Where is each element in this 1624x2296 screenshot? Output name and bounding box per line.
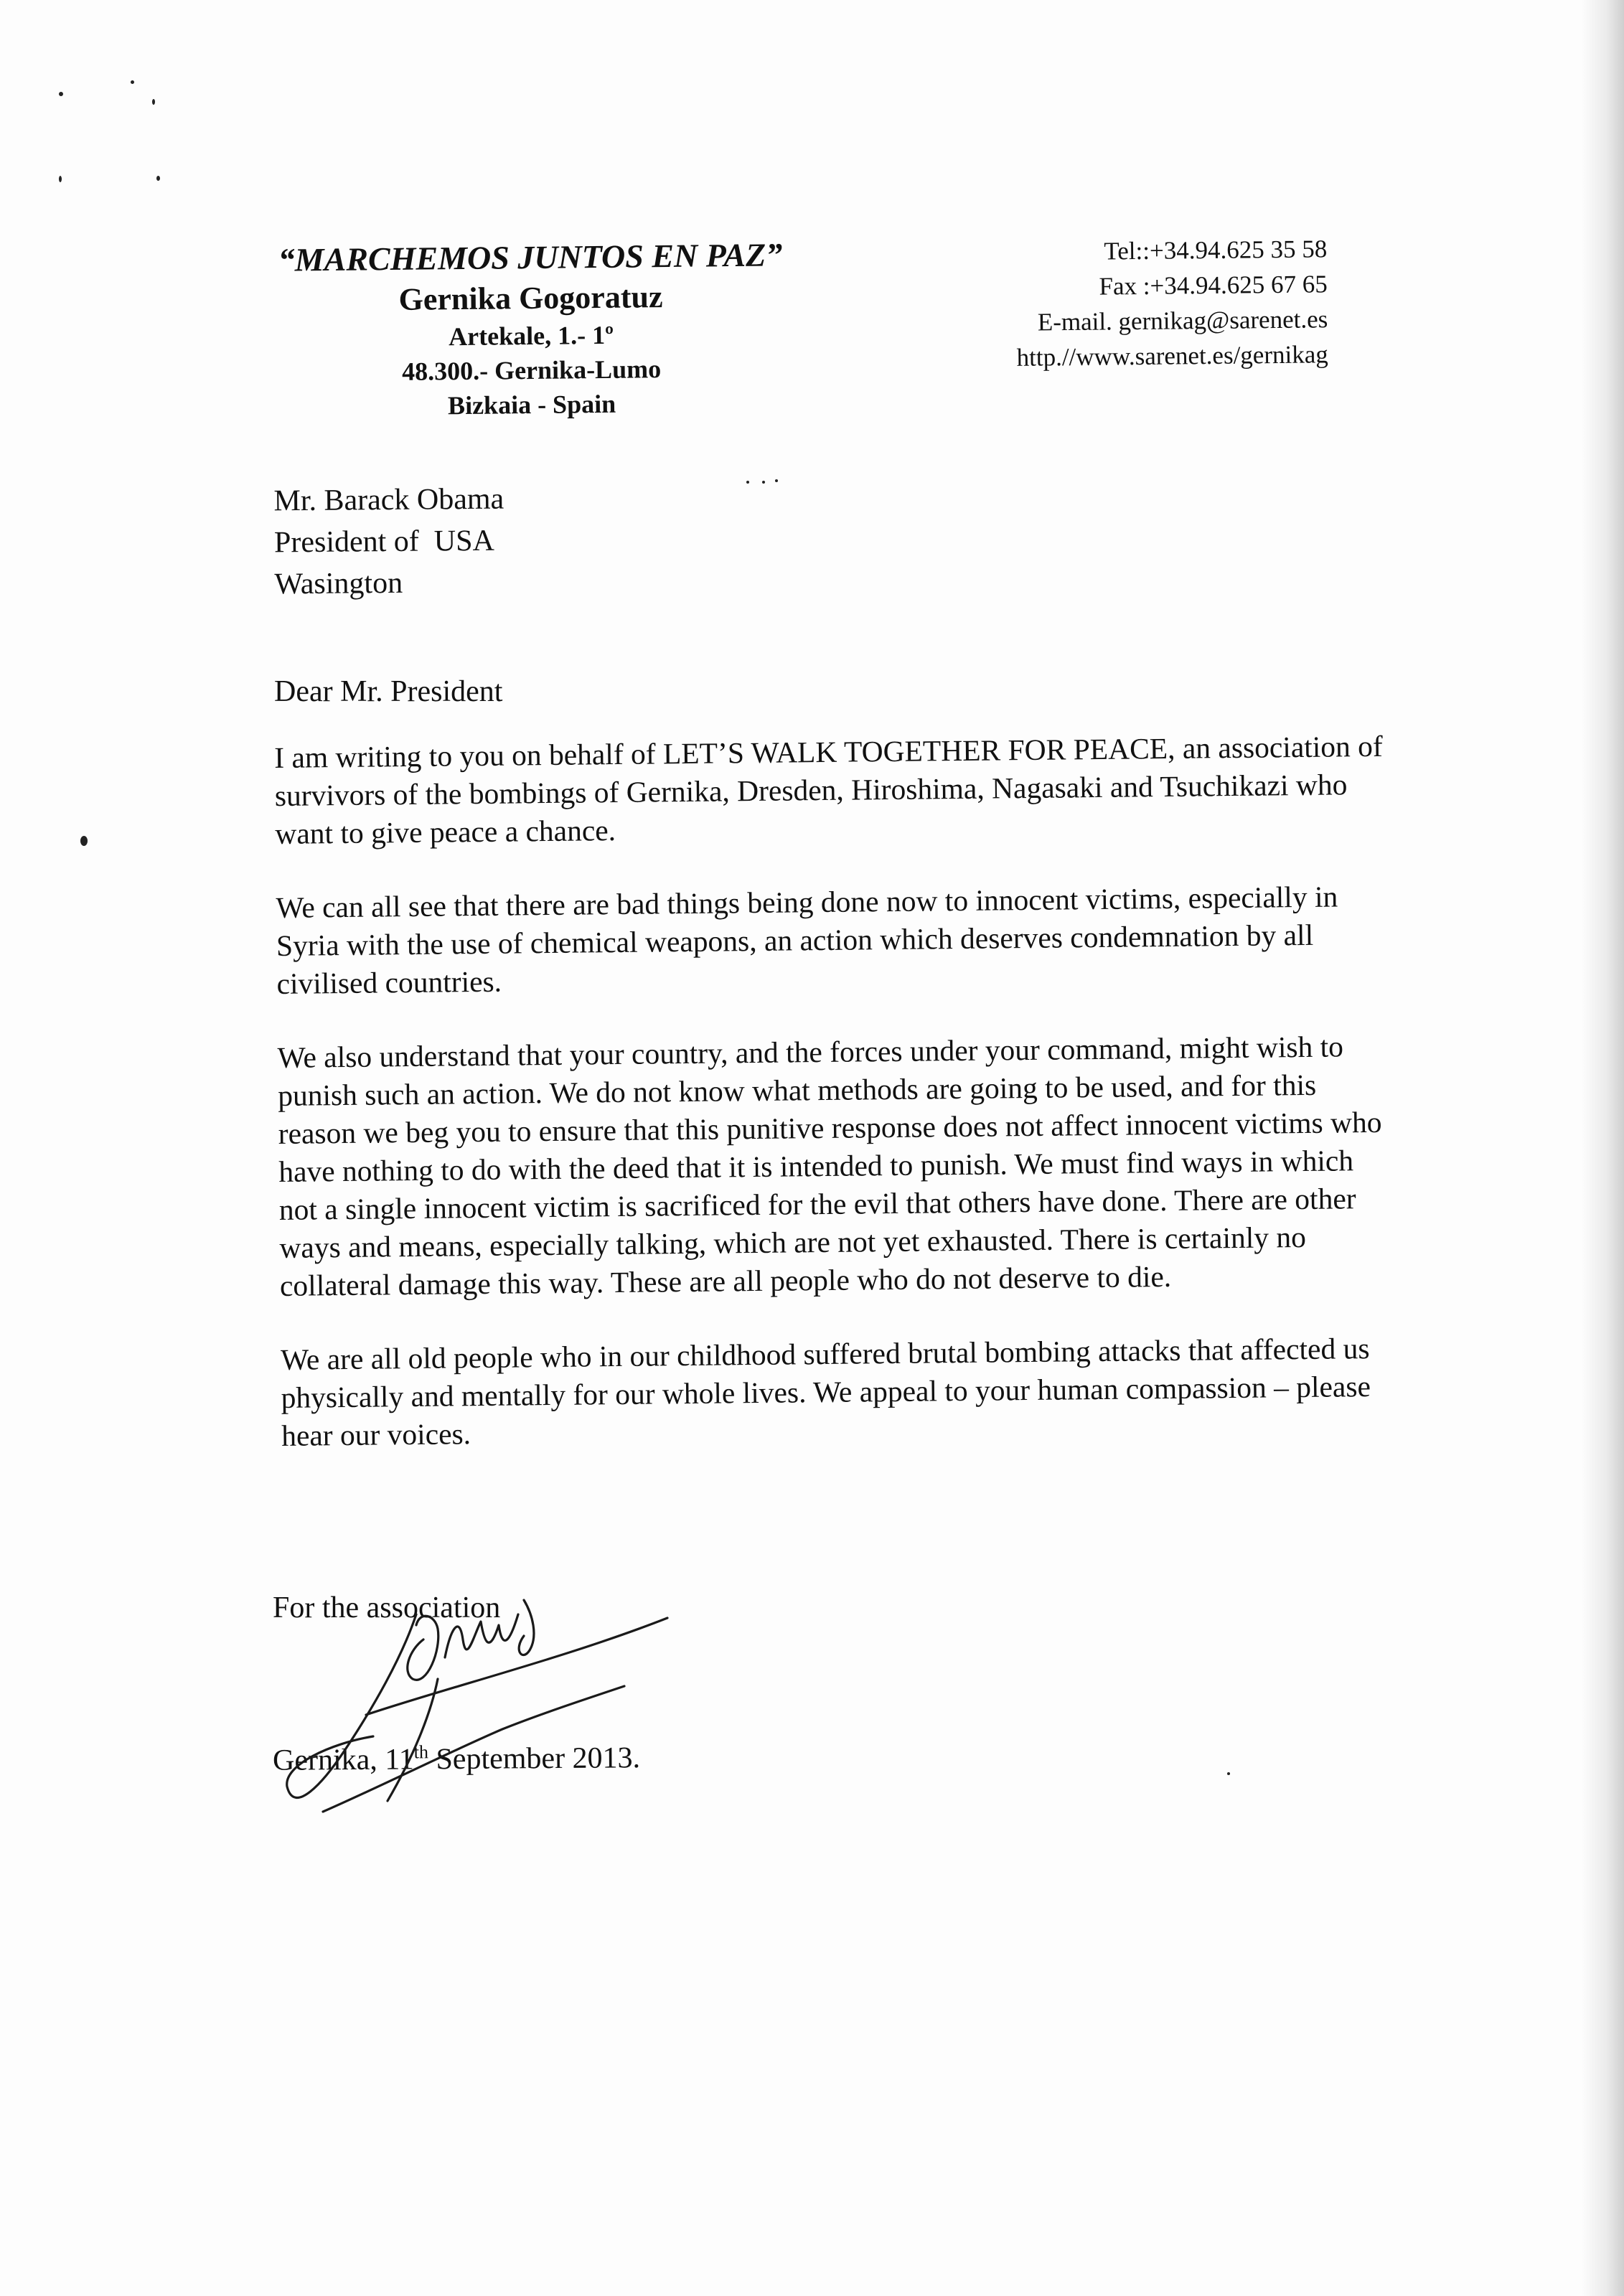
- letterhead-address-line1: Artekale, 1.- 1º: [448, 320, 614, 352]
- scan-speck: [1227, 1772, 1230, 1775]
- letterhead-email: E-mail. gernikag@sarenet.es: [1037, 305, 1328, 337]
- body-paragraph-4: We are all old people who in our childhood suffered brutal bombing attacks that affected us physically and mentally for our whole lives. We appeal to your human compassion – please hear our voices.: [280, 1332, 1371, 1452]
- date-place: Gernika, 11: [272, 1743, 414, 1777]
- letterhead-fax: Fax :+34.94.625 67 65: [1099, 270, 1328, 301]
- recipient-name: Mr. Barack Obama: [273, 482, 504, 518]
- letterhead-address-line3: Bizkaia - Spain: [447, 389, 616, 420]
- handwritten-signature: [266, 1571, 696, 1837]
- scan-speck: [80, 836, 88, 846]
- closing-line: For the association: [273, 1591, 501, 1624]
- recipient-block: [273, 479, 504, 606]
- letterhead-motto: “MARCHEMOS JUNTOS EN PAZ”: [278, 236, 783, 278]
- scan-speck: [59, 92, 63, 96]
- letterhead-organization: Gernika Gogoratuz: [398, 279, 663, 317]
- letterhead-address-line2: 48.300.- Gernika-Lumo: [401, 354, 662, 386]
- salutation: Dear Mr. President: [274, 675, 503, 708]
- date-rest: September 2013.: [428, 1741, 641, 1777]
- letter-body: [274, 728, 1402, 1491]
- recipient-title: President of USA: [273, 524, 495, 560]
- scan-speck: [762, 481, 765, 484]
- letterhead-web: http.//www.sarenet.es/gernikag: [1016, 340, 1328, 372]
- letterhead-tel: Tel::+34.94.625 35 58: [1104, 235, 1328, 265]
- letterhead-contact: [954, 231, 1328, 375]
- body-paragraph-2: We can all see that there are bad things being done now to innocent victims, especially in Syria with the use of chemical weapons, an action which deserves condemnation by all civilised countries.: [276, 880, 1338, 1000]
- scan-edge-shadow: [1581, 0, 1624, 2296]
- body-paragraph-3: We also understand that your country, and the forces under your command, might wish to punish such an action. We do not know what methods are going to be used, and for this reason we beg you to ensure that this punitive response does not affect innocent victims who have nothing to do with the deed that it is intended to punish. We must find ways in which not a single innocent victim is sacrificed for the evil that others have done. There are other ways and means, especially talking, which are not yet exhausted. There is certainly no collateral damage this way. These are all people who do not deserve to die.: [277, 1030, 1382, 1302]
- scan-speck: [746, 481, 749, 484]
- letterhead-left: [243, 234, 820, 425]
- body-paragraph-1: I am writing to you on behalf of LET’S WALK TOGETHER FOR PEACE, an association of survivors of the bombings of Gernika, Dresden, Hiroshima, Nagasaki and Tsuchikazi who want to give peace a chance.: [274, 729, 1383, 850]
- scan-speck: [156, 176, 160, 181]
- scan-speck: [775, 479, 778, 482]
- scan-speck: [152, 99, 155, 105]
- date-ordinal-suffix: th: [413, 1741, 429, 1763]
- scan-speck: [131, 80, 134, 84]
- scan-speck: [59, 176, 62, 182]
- recipient-city: Wasington: [274, 566, 403, 601]
